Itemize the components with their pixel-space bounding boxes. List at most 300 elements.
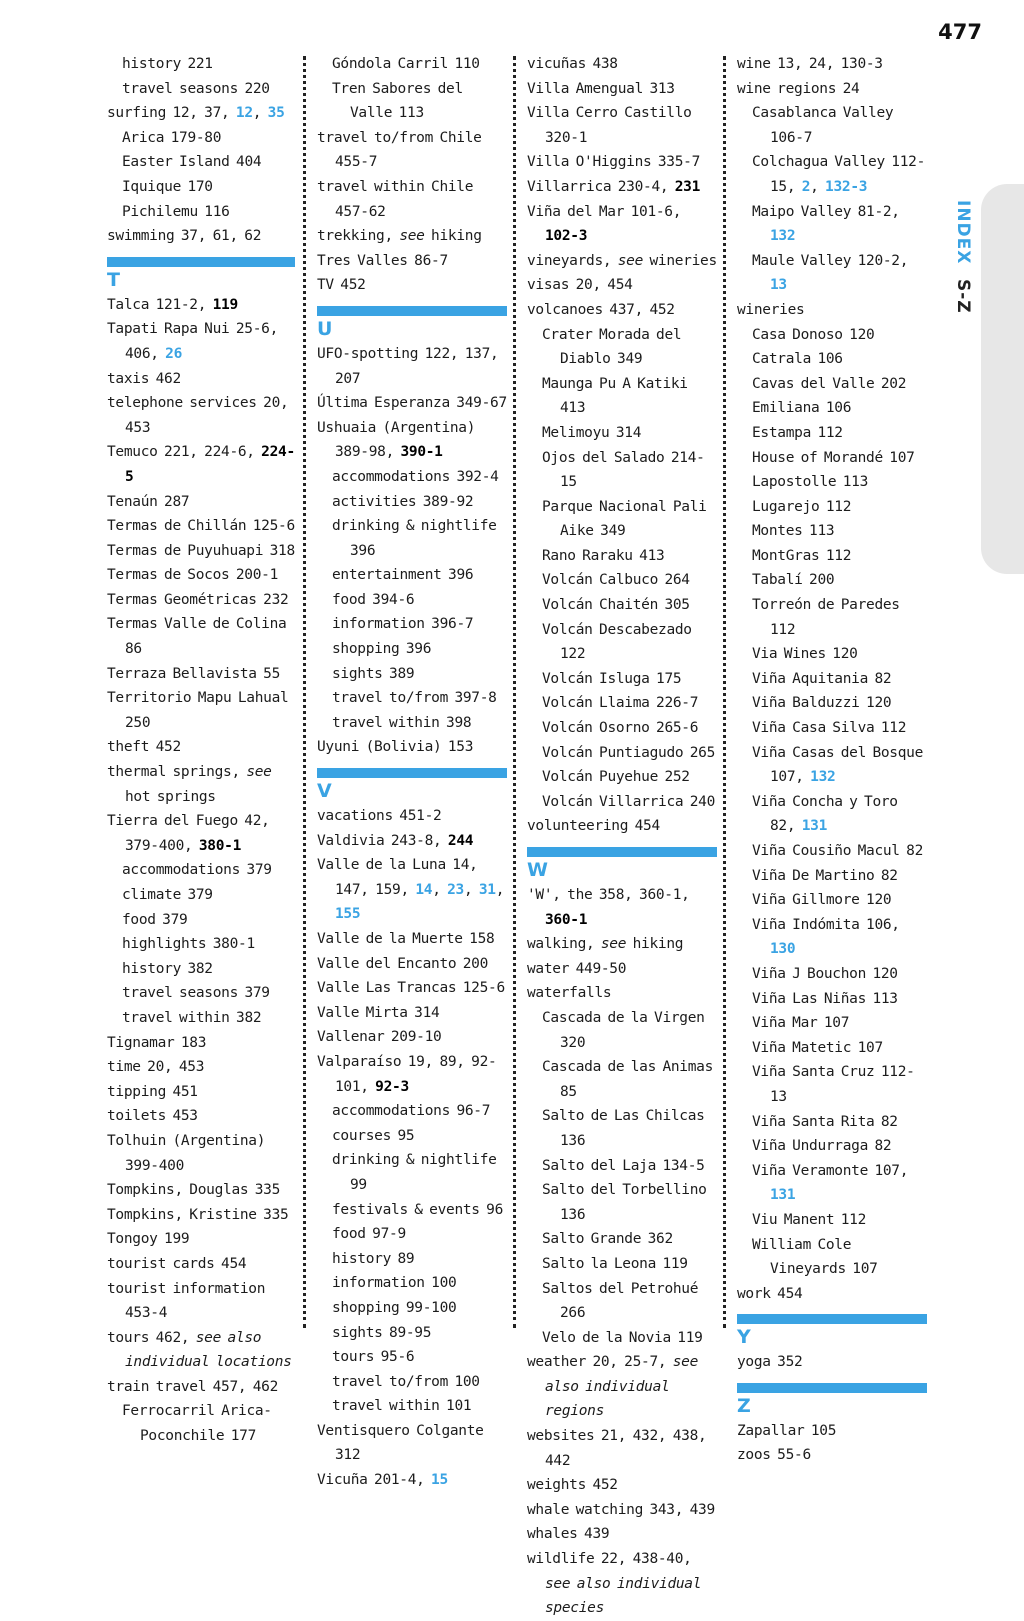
index-subentry [317,1247,507,1272]
section-divider-bar [527,847,717,857]
section-divider-bar [317,306,507,316]
index-subentry [737,962,927,987]
index-subentry [737,888,927,913]
entry-text: Tongoy 199 [107,1231,190,1248]
entry-text: Tenaún 287 [107,493,190,510]
index-entry [107,1277,295,1326]
entry-text: Volcán Llaima 226-7 [542,695,699,712]
entry-text: information 396-7 [332,616,474,633]
entry-text: Lapostolle 113 [752,474,869,491]
entry-text: food 379 [122,911,188,928]
bold-page-ref[interactable]: 390-1 [400,444,443,461]
entry-text: Termas de Socos 200-1 [107,567,279,584]
entry-text: Arica 179-80 [122,129,222,146]
index-subentry [317,1296,507,1321]
index-subentry [737,987,927,1012]
entry-text: Catrala 106 [752,351,843,368]
entry-text: Tompkins, Douglas 335 [107,1182,281,1199]
index-entry [107,514,295,539]
entry-text: Tompkins, Kristine 335 [107,1206,289,1223]
entry-text: Viña Mar 107 [752,1015,850,1032]
entry-text: Ojos del Salado 214-15 [542,449,705,491]
entry-text: Torreón de Paredes 112 [752,597,900,638]
index-subentry [527,618,717,667]
entry-text: Góndola Carril 110 [332,56,480,72]
entry-text: Emiliana 106 [752,400,852,417]
entry-text: travel within 398 [332,714,472,731]
see-reference: see also individual species [545,1575,702,1617]
map-page-ref[interactable]: 132 [770,228,796,245]
entry-text: visas 20, 454 [527,277,633,294]
bold-page-ref[interactable]: 244 [447,832,474,849]
index-subentry [317,1345,507,1370]
section-header [527,847,717,883]
map-page-ref[interactable]: 26 [165,345,183,362]
entry-text: Valle de la Luna 14, 147, 159, [317,857,478,898]
entry-text: festivals & events 96 [332,1201,504,1218]
entry-text: sights 89-95 [332,1324,432,1341]
entry-text: Termas Geométricas 232 [107,591,289,608]
index-subentry [527,372,717,421]
column-divider [723,56,726,1328]
index-entry [527,1498,717,1523]
entry-text: Via Wines 120 [752,646,858,663]
index-subentry [317,1271,507,1296]
bold-page-ref[interactable]: 119 [212,296,238,313]
entry-text: walking, [527,936,601,953]
index-subentry [737,667,927,692]
index-subentry [527,1277,717,1326]
index-subentry [737,568,927,593]
entry-text: Ventisquero Colgante 312 [317,1422,484,1464]
section-divider-bar [737,1383,927,1393]
entry-text: travel to/from Chile 455-7 [317,129,482,171]
entry-text: Salto del Torbellino 136 [542,1182,707,1223]
index-subentry [737,249,927,298]
entry-text: Volcán Chaitén 305 [542,597,690,614]
index-subentry [737,1233,927,1282]
index-subentry [737,716,927,741]
index-entry [317,1419,507,1468]
entry-text: Casa Donoso 120 [752,326,875,343]
index-subentry [317,1370,507,1395]
index-subentry [317,52,507,77]
entry-text: Maunga Pu A Katiki 413 [542,375,688,417]
index-entry [737,1419,927,1444]
map-page-ref[interactable]: 131 [801,818,828,835]
index-subentry [737,913,927,962]
entry-text: Volcán Osorno 265-6 [542,720,699,737]
entry-text: Valle Mirta 314 [317,1004,440,1021]
index-subentry [737,790,927,839]
page-number: 477 [938,20,982,44]
entry-text: Vicuña 201-4, [317,1472,432,1489]
entry-text: travel within Chile 457-62 [317,178,474,220]
entry-text: , [432,881,448,898]
entry-text: Viña Concha y Toro 82, [752,793,898,835]
entry-text: Cascada de las Animas 85 [542,1059,714,1100]
index-subentry [527,765,717,790]
index-entry [317,391,507,416]
entry-text: weather 20, 25-7, [527,1354,673,1371]
entry-text: Termas de Puyuhuapi 318 [107,542,295,559]
index-entry [527,150,717,175]
index-entry [107,490,295,515]
index-entry [317,249,507,274]
entry-text: Iquique 170 [122,178,213,195]
map-page-ref[interactable]: 14 [415,881,433,898]
entry-text: Viña Santa Rita 82 [752,1113,898,1130]
section-letter: T [107,268,120,291]
entry-text: Zapallar 105 [737,1422,837,1439]
index-subentry [737,1110,927,1135]
index-entry [107,686,295,735]
index-subentry [317,637,507,662]
index-entry [107,612,295,661]
index-subentry [317,686,507,711]
map-page-ref[interactable]: 131 [770,1187,796,1204]
entry-text: Villa Cerro Castillo 320-1 [527,105,692,146]
entry-text: Viña Gillmore 120 [752,892,892,909]
index-entry [527,52,717,77]
entry-text: activities 389-92 [332,493,474,510]
index-subentry [317,1124,507,1149]
entry-text: Villa Amengual 313 [527,80,675,97]
entry-text: , [252,105,268,122]
index-subentry [737,519,927,544]
index-subentry [527,568,717,593]
entry-text: Termas Valle de Colina 86 [107,616,287,658]
side-tab-index-label: INDEX [953,200,973,265]
section-letter: Y [737,1326,751,1349]
index-subentry [737,421,927,446]
entry-text: shopping 99-100 [332,1299,457,1316]
index-entry [107,539,295,564]
entry-text: MontGras 112 [752,547,852,564]
index-subentry [317,1394,507,1419]
index-subentry [527,716,717,741]
index-subentry [527,1178,717,1227]
see-reference: see also individual locations [125,1329,292,1371]
entry-text: trekking, [317,228,400,245]
see-reference: see [399,228,425,245]
index-subentry [317,1198,507,1223]
entry-text: Volcán Descabezado 122 [542,621,692,663]
index-entry [527,1547,717,1621]
index-entry [527,957,717,982]
side-tab-label [943,200,973,313]
entry-text: Montes 113 [752,523,835,540]
map-page-ref[interactable]: 35 [267,105,285,122]
entry-text: weights 452 [527,1477,618,1494]
map-page-ref[interactable]: 12 [235,105,253,122]
entry-text: climate 379 [122,887,213,903]
entry-text: telephone services 20, 453 [107,395,289,436]
index-entry [527,175,717,200]
index-subentry [737,347,927,372]
entry-text: Melimoyu 314 [542,424,642,441]
map-page-ref[interactable]: 23 [447,881,464,898]
entry-text: Estampa 112 [752,424,843,441]
entry-text: Viña Undurraga 82 [752,1138,892,1155]
bold-page-ref[interactable]: 360-1 [545,911,588,928]
entry-text: Maule Valley 120-2, [752,252,909,269]
index-entry [107,563,295,588]
entry-text: vicuñas 438 [527,56,618,72]
entry-text: time 20, 453 [107,1059,205,1076]
entry-text: whales 439 [527,1526,610,1543]
entry-text: courses 95 [332,1127,415,1144]
index-subentry [737,323,927,348]
index-entry [107,809,295,858]
entry-text: history 382 [122,960,213,977]
index-entry [527,273,717,298]
entry-text: food 394-6 [332,591,415,608]
entry-text: volunteering 454 [527,818,660,835]
see-reference: see [246,764,272,781]
entry-text: Valparaíso 19, 89, 92-101, [317,1053,497,1095]
index-subentry [317,1099,507,1124]
entry-text: Lugarejo 112 [752,498,852,515]
entry-text: wine regions 24 [737,80,860,97]
see-reference: see also individual regions [545,1354,699,1420]
index-subentry [107,52,295,77]
entry-text: Salto del Laja 134-5 [542,1157,705,1174]
index-entry [317,829,507,854]
index-subentry [527,790,717,815]
bold-page-ref[interactable]: 380-1 [198,837,242,854]
entry-text: tipping 451 [107,1083,198,1100]
entry-text: zoos 55-6 [737,1447,811,1464]
entry-text: Pichilemu 116 [122,203,230,220]
index-subentry [737,1011,927,1036]
entry-text: Volcán Puntiagudo 265 [542,744,716,761]
index-column-1 [107,52,295,1449]
index-subentry [107,957,295,982]
index-subentry [317,1148,507,1197]
entry-text: tours 462, [107,1329,196,1346]
bold-page-ref[interactable]: 92-3 [375,1078,409,1095]
index-subentry [737,1036,927,1061]
index-subentry [107,175,295,200]
entry-text: UFO-spotting 122, 137, 207 [317,345,499,387]
index-entry [317,1468,507,1493]
index-entry [317,1025,507,1050]
index-entry [107,224,295,249]
index-subentry [737,1208,927,1233]
index-subentry [317,588,507,613]
entry-text: entertainment 396 [332,567,474,584]
entry-text: Viu Manent 112 [752,1211,867,1228]
entry-text: 'W', the 358, 360-1, [527,887,690,903]
entry-text: Tierra del Fuego 42, 379-400, [107,813,270,854]
index-entry [317,175,507,224]
index-subentry [107,1006,295,1031]
see-reference: see [600,936,627,953]
index-entry [317,976,507,1001]
index-subentry [107,126,295,151]
index-entry [317,853,507,927]
index-subentry [317,711,507,736]
index-entry [107,1031,295,1056]
index-column-3 [527,52,717,1621]
section-divider-bar [317,768,507,778]
entry-text: yoga 352 [737,1354,803,1371]
entry-text: Parque Nacional Pali Aike 349 [542,498,707,540]
entry-text: tourist information 453-4 [107,1280,266,1322]
map-page-ref[interactable]: 132 [810,769,836,786]
index-column-4 [737,52,927,1468]
entry-text: Ferrocarril Arica-Poconchile 177 [122,1403,272,1445]
index-subentry [107,858,295,883]
index-subentry [527,446,717,495]
index-entry [527,1522,717,1547]
index-entry [107,317,295,366]
index-entry [107,1055,295,1080]
bold-page-ref[interactable]: 231 [674,178,701,195]
entry-text: travel seasons 220 [122,80,270,97]
index-subentry [527,1326,717,1351]
entry-text: Viña del Mar 101-6, [527,203,682,220]
entry-text: vacations 451-2 [317,808,442,825]
entry-text: Tapati Rapa Nui 25-6, 406, [107,321,279,362]
entry-text: Viña Casa Silva 112 [752,720,907,737]
entry-text: Uyuni (Bolivia) 153 [317,739,474,756]
section-letter: W [527,859,548,881]
index-subentry [527,593,717,618]
entry-text: history 221 [122,56,213,72]
see-reference: see [617,252,644,269]
entry-text: shopping 396 [332,641,432,658]
entry-text: wineries [643,252,717,269]
section-letter: U [317,317,333,340]
entry-text: Tren Sabores del Valle 113 [332,80,463,122]
entry-text: Volcán Villarrica 240 [542,793,716,810]
index-entry [527,298,717,323]
map-page-ref[interactable]: 2 [801,178,811,195]
index-entry [107,1104,295,1129]
section-letter: V [317,780,332,803]
entry-text: thermal springs, [107,764,247,781]
entry-text: , [810,178,826,195]
entry-text: Valle de la Muerte 158 [317,931,495,947]
index-subentry [737,470,927,495]
entry-text: House of Morandé 107 [752,449,915,466]
entry-text: Viña Las Niñas 113 [752,990,898,1007]
index-subentry [737,1060,927,1109]
index-column-2 [317,52,507,1493]
entry-text: water 449-50 [527,960,627,977]
entry-text: drinking & nightlife 396 [332,518,497,559]
entry-text: Salto Grande 362 [542,1231,673,1248]
entry-text: Talca 121-2, [107,296,213,313]
entry-text: food 97-9 [332,1226,406,1243]
entry-text: TV 452 [317,277,366,294]
index-subentry [737,642,927,667]
index-entry [107,101,295,126]
entry-text: Viña Indómita 106, [752,916,900,933]
entry-text: work 454 [737,1285,803,1302]
index-subentry [527,1006,717,1055]
index-subentry [317,662,507,687]
entry-text: travel within 382 [122,1009,262,1026]
bold-page-ref[interactable]: 224-5 [125,444,295,485]
map-page-ref[interactable]: 130 [770,941,796,958]
entry-text: Salto de Las Chilcas 136 [542,1108,705,1149]
index-subentry [317,77,507,126]
entry-text: Tolhuin (Argentina) 399-400 [107,1132,266,1174]
entry-text: Maipo Valley 81-2, [752,203,900,220]
index-subentry [107,150,295,175]
entry-text: taxis 462 [107,370,181,387]
index-subentry [107,981,295,1006]
map-page-ref[interactable]: 132-3 [825,178,868,195]
entry-text: toilets 453 [107,1108,198,1125]
index-entry [317,416,507,465]
index-subentry [527,741,717,766]
entry-text: , [495,881,505,898]
index-subentry [737,839,927,864]
index-subentry [317,465,507,490]
index-subentry [527,667,717,692]
bold-page-ref[interactable]: 102-3 [545,228,588,245]
index-subentry [737,864,927,889]
index-subentry [737,1159,927,1208]
index-subentry [737,200,927,249]
entry-text: Viña Aquitania 82 [752,670,892,687]
index-subentry [317,563,507,588]
index-subentry [527,495,717,544]
section-header [737,1314,927,1350]
section-divider-bar [107,257,295,267]
entry-text: Territorio Mapu Lahual 250 [107,690,289,731]
entry-text: Viña De Martino 82 [752,867,898,884]
index-subentry [107,1399,295,1448]
entry-text: Velo de la Novia 119 [542,1329,703,1346]
entry-text: travel within 101 [332,1398,472,1415]
entry-text: swimming 37, 61, 62 [107,228,262,245]
map-page-ref[interactable]: 31 [478,881,496,898]
section-letter: Z [737,1394,751,1417]
entry-text: Volcán Puyehue 252 [542,769,690,786]
index-entry [737,52,927,77]
column-divider [303,56,306,1328]
map-page-ref[interactable]: 15 [431,1472,448,1489]
index-subentry [737,1134,927,1159]
entry-text: information 100 [332,1275,457,1292]
index-entry [527,200,717,249]
entry-text: Viña Santa Cruz 112-13 [752,1064,915,1105]
index-entry [527,814,717,839]
index-entry [107,588,295,613]
entry-text: Viña Veramonte 107, [752,1162,909,1179]
map-page-ref[interactable]: 155 [335,906,361,923]
column-divider [513,56,516,1328]
entry-text: history 89 [332,1250,415,1267]
index-side-tab[interactable] [981,184,1024,574]
index-subentry [107,883,295,908]
entry-text: Terraza Bellavista 55 [107,665,281,682]
entry-text: accommodations 96-7 [332,1103,491,1120]
side-tab-range-label: S-Z [953,278,973,314]
map-page-ref[interactable]: 13 [770,277,787,294]
index-entry [527,101,717,150]
index-subentry [527,544,717,569]
index-subentry [737,593,927,642]
entry-text: wineries [737,301,805,318]
entry-text: Saltos del Petrohué 266 [542,1280,699,1322]
entry-text: travel seasons 379 [122,985,270,1002]
